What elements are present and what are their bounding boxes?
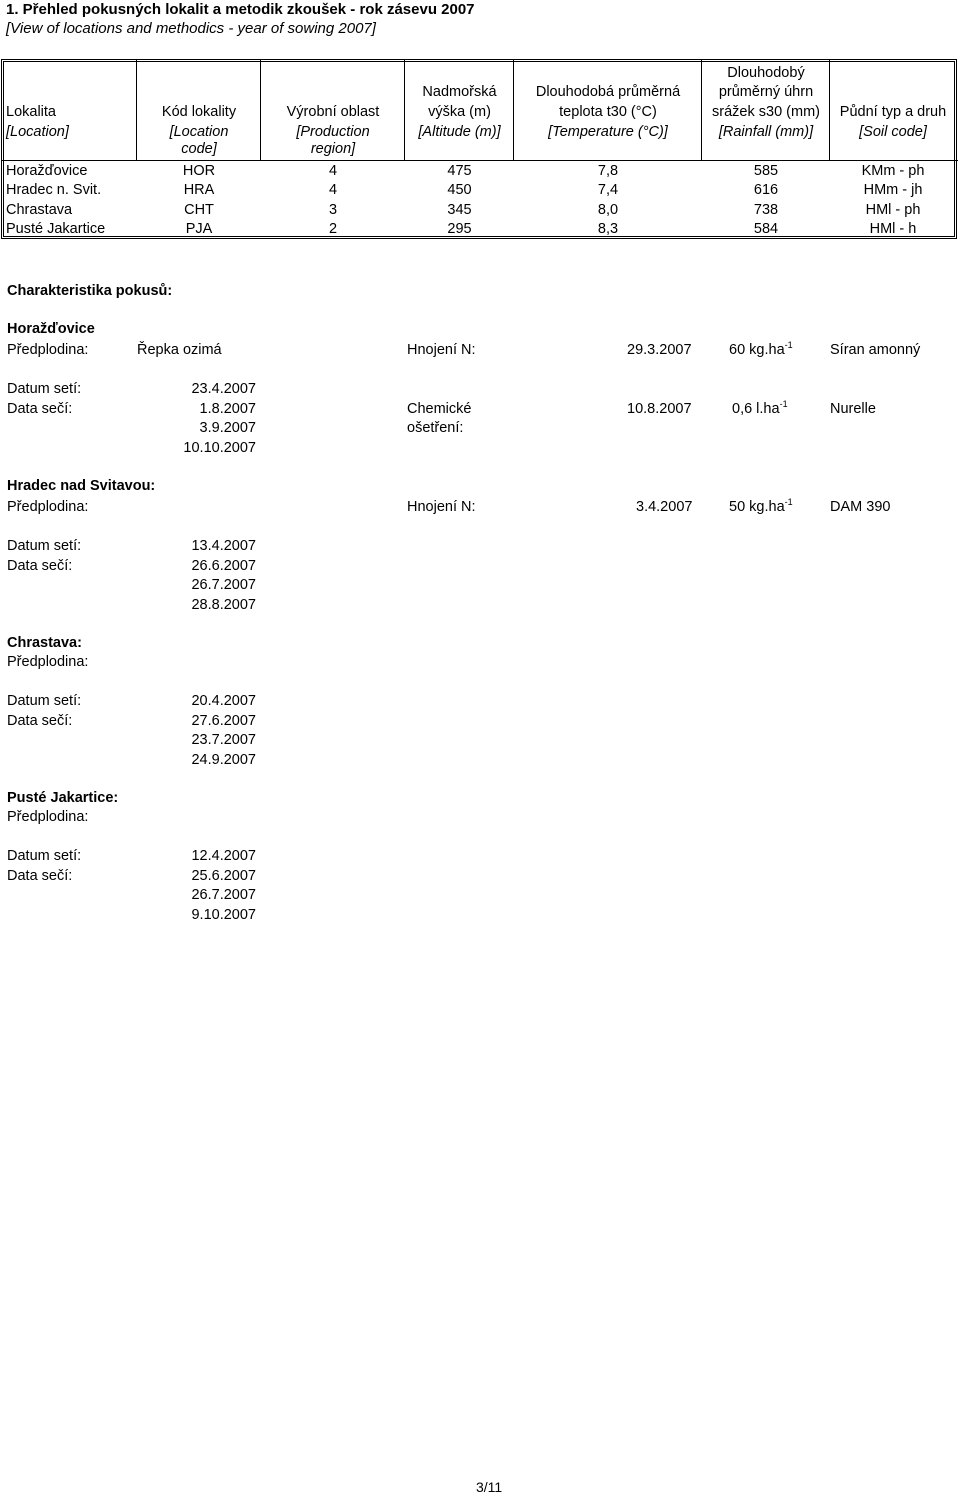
cell-location: Pusté Jakartice [6,221,106,237]
table-column-divider [829,59,830,160]
value-data-seci: 28.8.2007 [191,597,256,613]
value-data-seci: 25.6.2007 [191,868,256,884]
section-title-horazdovice: Horažďovice [7,321,95,337]
table-header-divider [1,160,958,161]
header-temperature-line1: Dlouhodobá průměrná [535,84,681,100]
cell-location: Hradec n. Svit. [6,182,102,198]
value-datum-seti: 23.4.2007 [191,381,256,397]
value-data-seci: 1.8.2007 [199,401,256,417]
cell-soil: HMl - h [869,221,917,237]
label-hnojeni: Hnojení N: [407,499,476,515]
label-data-seci: Data sečí: [7,713,73,729]
cell-temperature: 7,4 [597,182,619,198]
header-soil-en: [Soil code] [859,124,927,140]
header-rainfall-line1: Dlouhodobý [727,65,805,81]
section-title-puste-jakartice: Pusté Jakartice: [7,790,119,806]
label-hnojeni: Hnojení N: [407,342,476,358]
cell-code: HRA [183,182,215,198]
label-osetreni: ošetření: [407,420,464,436]
value-hnojeni-product: DAM 390 [830,499,891,515]
table-column-divider [404,59,405,160]
cell-soil: HMl - ph [865,202,921,218]
page-number: 3/11 [476,1479,503,1495]
cell-region: 3 [328,202,338,218]
header-location-code-en2: code] [181,141,217,157]
cell-temperature: 7,8 [597,163,619,179]
characteristics-heading: Charakteristika pokusů: [7,283,173,299]
value-data-seci: 26.7.2007 [191,887,256,903]
label-datum-seti: Datum setí: [7,848,82,864]
header-production-region-en2: region] [310,141,356,157]
page-title: 1. Přehled pokusných lokalit a metodik zkoušek - rok zásevu 2007 [6,1,475,18]
cell-code: PJA [185,221,213,237]
value-data-seci: 26.7.2007 [191,577,256,593]
value-chem-product: Nurelle [830,401,876,417]
value-data-seci: 10.10.2007 [183,440,256,456]
header-location-code-en1: [Location [169,124,229,140]
label-chemicke: Chemické [407,401,472,417]
value-datum-seti: 20.4.2007 [191,693,256,709]
table-column-divider [136,59,137,160]
header-temperature-line2: teplota t30 (°C) [559,104,657,120]
header-production-region: Výrobní oblast [286,104,380,120]
label-predplodina: Předplodina: [7,654,89,670]
cell-temperature: 8,3 [597,221,619,237]
cell-region: 2 [328,221,338,237]
value-data-seci: 24.9.2007 [191,752,256,768]
cell-location: Chrastava [6,202,73,218]
label-data-seci: Data sečí: [7,558,73,574]
header-rainfall-line3: srážek s30 (mm) [712,104,820,120]
header-soil: Půdní typ a druh [839,104,947,120]
section-title-chrastava: Chrastava: [7,635,82,651]
value-datum-seti: 12.4.2007 [191,848,256,864]
value-data-seci: 9.10.2007 [191,907,256,923]
cell-code: HOR [182,163,216,179]
header-location-en: [Location] [6,124,69,140]
value-data-seci: 23.7.2007 [191,732,256,748]
cell-altitude: 295 [447,221,472,237]
header-rainfall-line2: průměrný úhrn [718,84,814,100]
value-hnojeni-amount: 60 $kg.ha^{-1}$ [729,340,793,358]
header-altitude-en: [Altitude (m)] [418,124,501,140]
page-subtitle: [View of locations and methodics - year of sowing 2007] [6,20,376,37]
value-hnojeni-product: Síran amonný [830,342,921,358]
label-data-seci: Data sečí: [7,401,73,417]
cell-code: CHT [184,202,214,218]
label-predplodina: Předplodina: [7,342,89,358]
value-hnojeni-date: 29.3.2007 [627,342,692,358]
cell-rainfall: 616 [753,182,779,198]
value-data-seci: 27.6.2007 [191,713,256,729]
cell-rainfall: 585 [753,163,779,179]
header-temperature-en: [Temperature (°C)] [548,124,668,140]
header-rainfall-en: [Rainfall (mm)] [718,124,814,140]
header-altitude-line1: Nadmořská [422,84,497,100]
header-location-code: Kód lokality [161,104,237,120]
header-location: Lokalita [6,104,56,120]
cell-altitude: 450 [447,182,472,198]
table-column-divider [701,59,702,160]
label-datum-seti: Datum setí: [7,538,82,554]
header-altitude-line2: výška (m) [428,104,491,120]
table-column-divider [260,59,261,160]
cell-rainfall: 738 [753,202,779,218]
value-data-seci: 26.6.2007 [191,558,256,574]
cell-soil: KMm - ph [861,163,925,179]
value-hnojeni-amount: 50 $kg.ha^{-1}$ [729,497,793,515]
label-data-seci: Data sečí: [7,868,73,884]
label-datum-seti: Datum setí: [7,381,82,397]
cell-region: 4 [328,163,338,179]
cell-region: 4 [328,182,338,198]
value-datum-seti: 13.4.2007 [191,538,256,554]
header-production-region-en1: [Production [296,124,370,140]
table-column-divider [513,59,514,160]
value-hnojeni-date: 3.4.2007 [636,499,693,515]
label-predplodina: Předplodina: [7,809,89,825]
cell-rainfall: 584 [753,221,779,237]
cell-altitude: 345 [447,202,472,218]
cell-altitude: 475 [447,163,472,179]
cell-soil: HMm - jh [863,182,923,198]
label-predplodina: Předplodina: [7,499,89,515]
value-chem-amount: 0,6 $l.ha^{-1}$ [732,399,788,417]
value-chem-date: 10.8.2007 [627,401,692,417]
section-title-hradec: Hradec nad Svitavou: [7,478,156,494]
cell-location: Horažďovice [6,163,88,179]
value-predplodina: Řepka ozimá [137,342,222,358]
cell-temperature: 8,0 [597,202,619,218]
value-data-seci: 3.9.2007 [199,420,256,436]
label-datum-seti: Datum setí: [7,693,82,709]
